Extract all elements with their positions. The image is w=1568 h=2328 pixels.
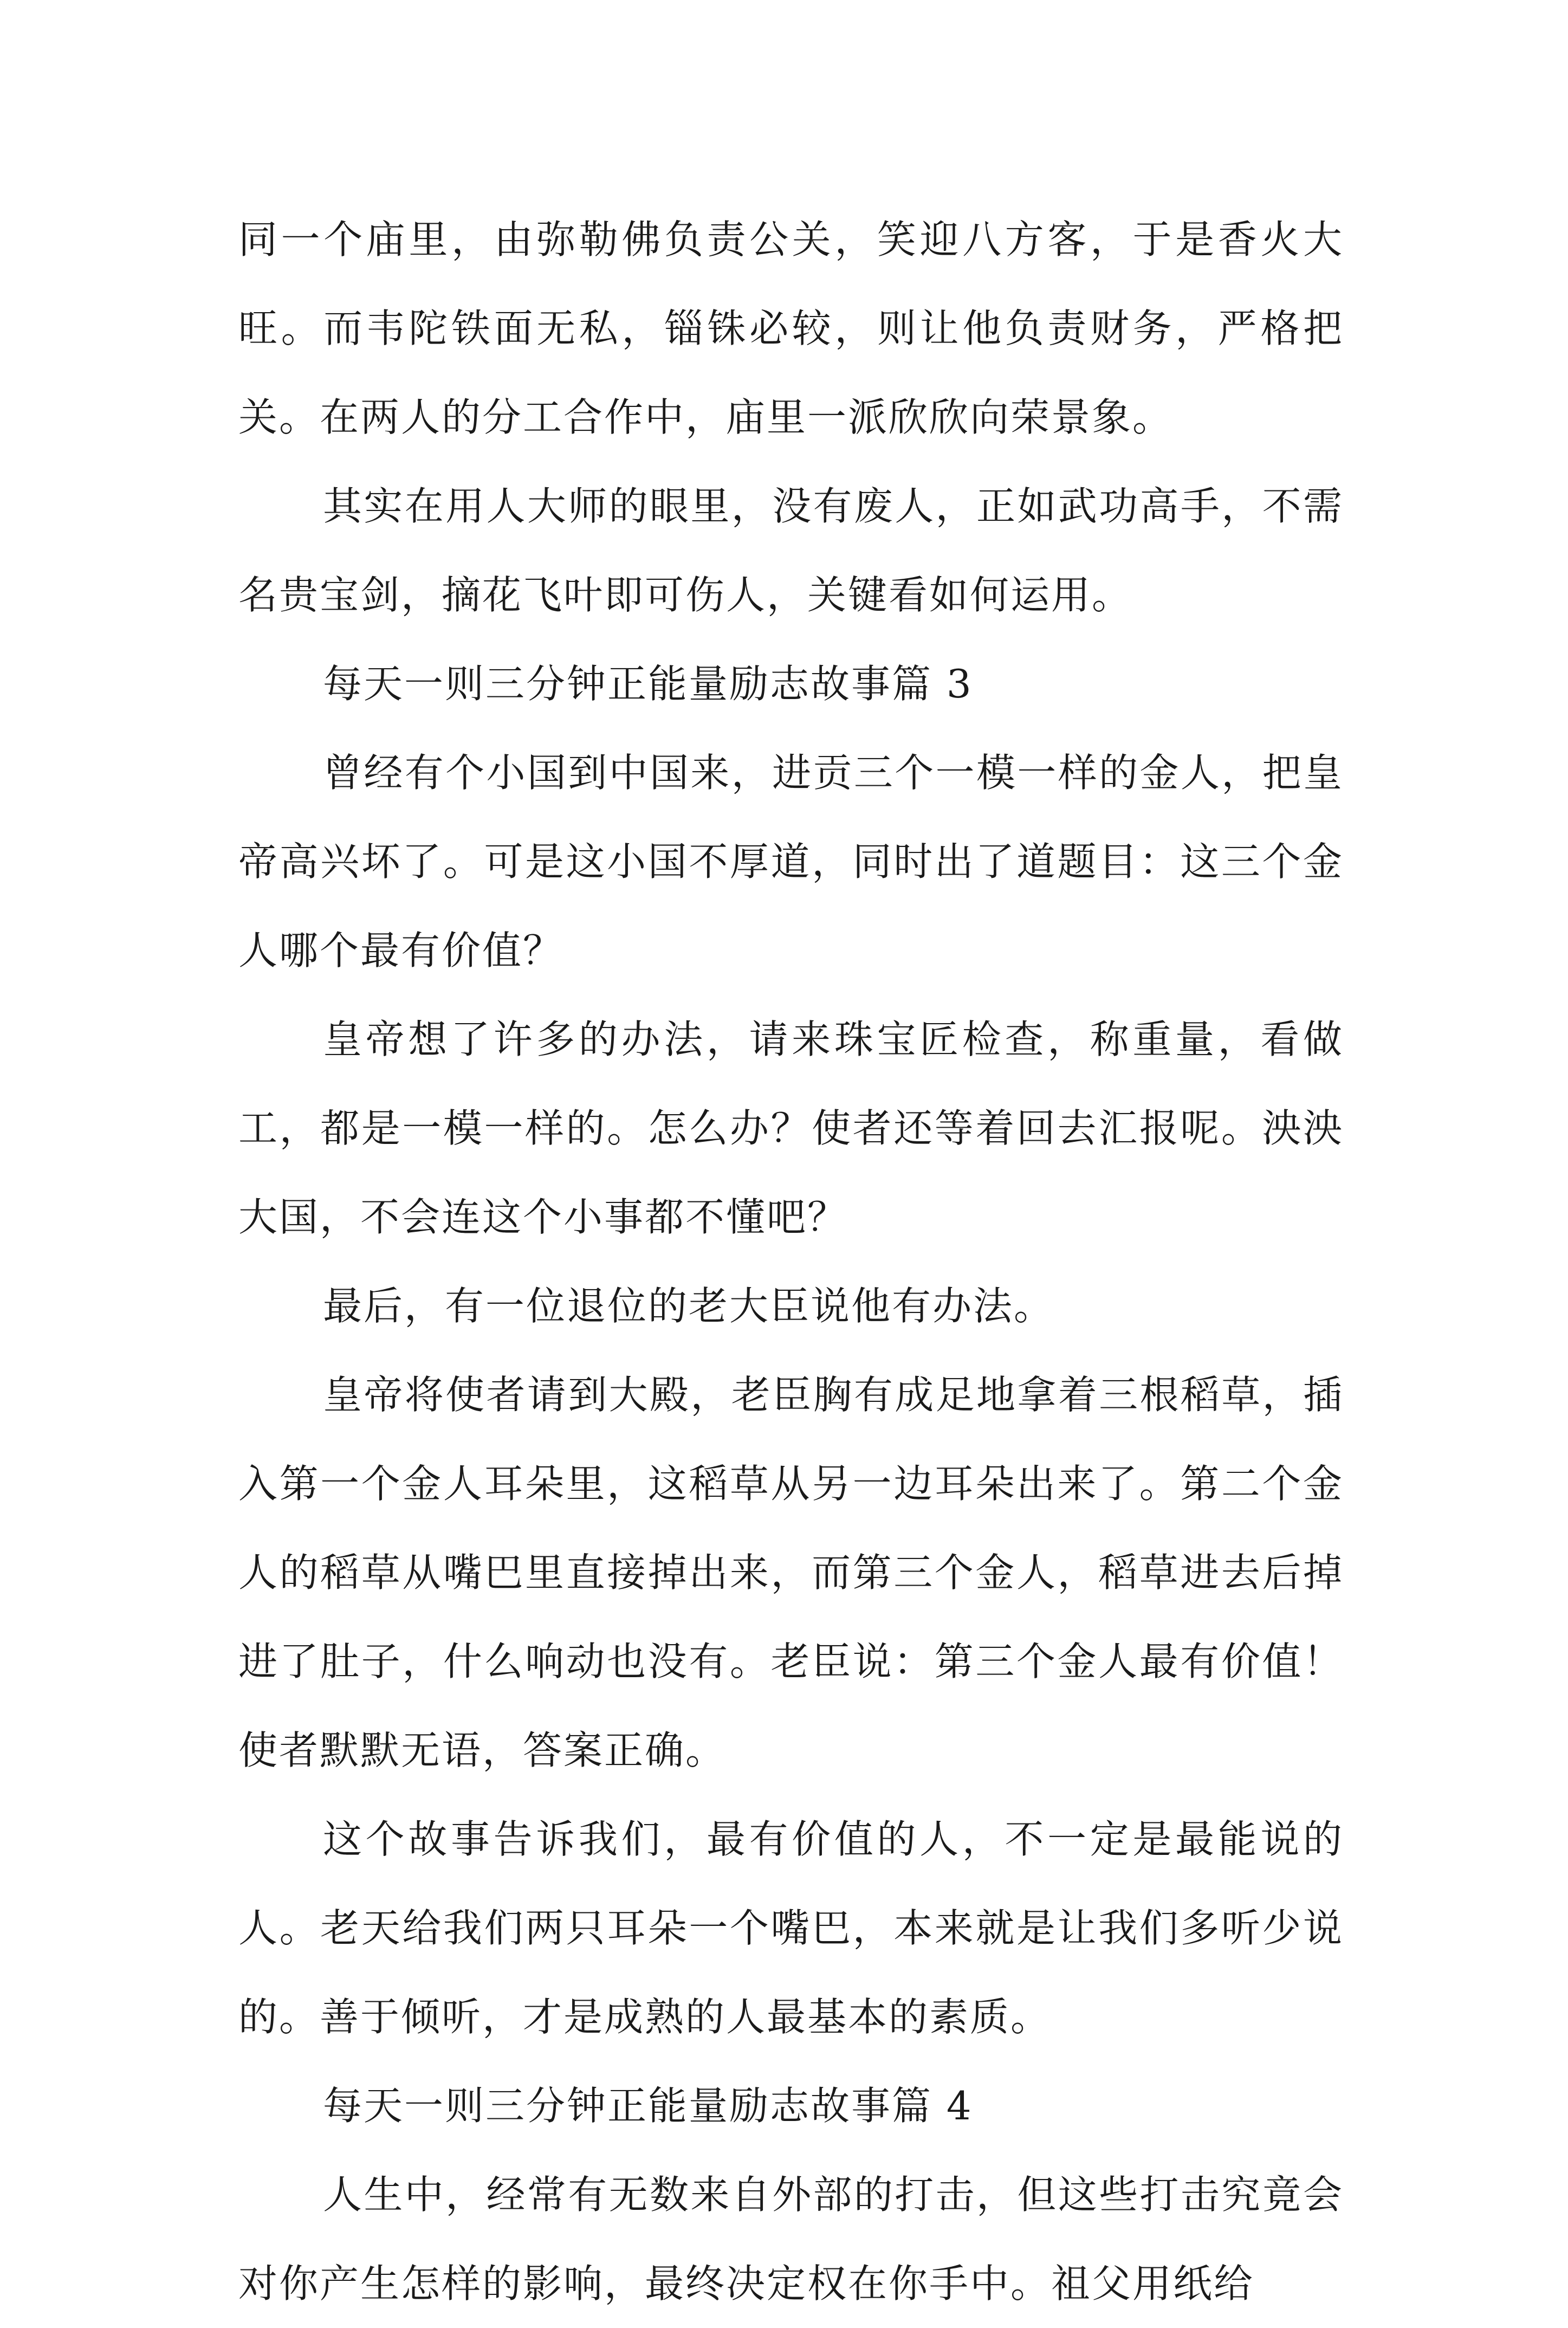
paragraph-master-of-people: 其实在用人大师的眼里，没有废人，正如武功高手，不需名贵宝剑，摘花飞叶即可伤人，关键看如何运用。 — [238, 483, 1344, 618]
paragraph-life-blows: 人生中，经常有无数来自外部的打击，但这些打击究竟会对你产生怎样的影响，最终决定权在你手中。祖父用纸给 — [238, 2172, 1344, 2306]
paragraph-temple-roles: 同一个庙里，由弥勒佛负责公关，笑迎八方客，于是香火大旺。而韦陀铁面无私，锱铢必较，则让他负责财务，严格把关。在两人的分工合作中，庙里一派欣欣向荣景象。 — [238, 217, 1344, 440]
paragraph-moral-listening: 这个故事告诉我们，最有价值的人，不一定是最能说的人。老天给我们两只耳朵一个嘴巴，本来就是让我们多听少说的。善于倾听，才是成熟的人最基本的素质。 — [238, 1816, 1344, 2040]
paragraph-emperor-tries: 皇帝想了许多的办法，请来珠宝匠检查，称重量，看做工，都是一模一样的。怎么办？使者还等着回去汇报呢。泱泱大国，不会连这个小事都不懂吧？ — [238, 1017, 1344, 1240]
paragraph-straw-test: 皇帝将使者请到大殿，老臣胸有成足地拿着三根稻草，插入第一个金人耳朵里，这稻草从另一边耳朵出来了。第二个金人的稻草从嘴巴里直接掉出来，而第三个金人，稻草进去后掉进了肚子，什么响动也没有。老臣说：第三个金人最有价值！使者默默无语，答案正确。 — [238, 1372, 1344, 1773]
paragraph-old-minister: 最后，有一位退位的老大臣说他有办法。 — [323, 1283, 1055, 1329]
document-body — [238, 195, 1344, 2328]
section-heading-story-4: 每天一则三分钟正能量励志故事篇 4 — [323, 2083, 973, 2129]
section-heading-story-3: 每天一则三分钟正能量励志故事篇 3 — [323, 661, 973, 707]
paragraph-golden-statues: 曾经有个小国到中国来，进贡三个一模一样的金人，把皇帝高兴坏了。可是这小国不厚道，同时出了道题目：这三个金人哪个最有价值？ — [238, 750, 1344, 973]
